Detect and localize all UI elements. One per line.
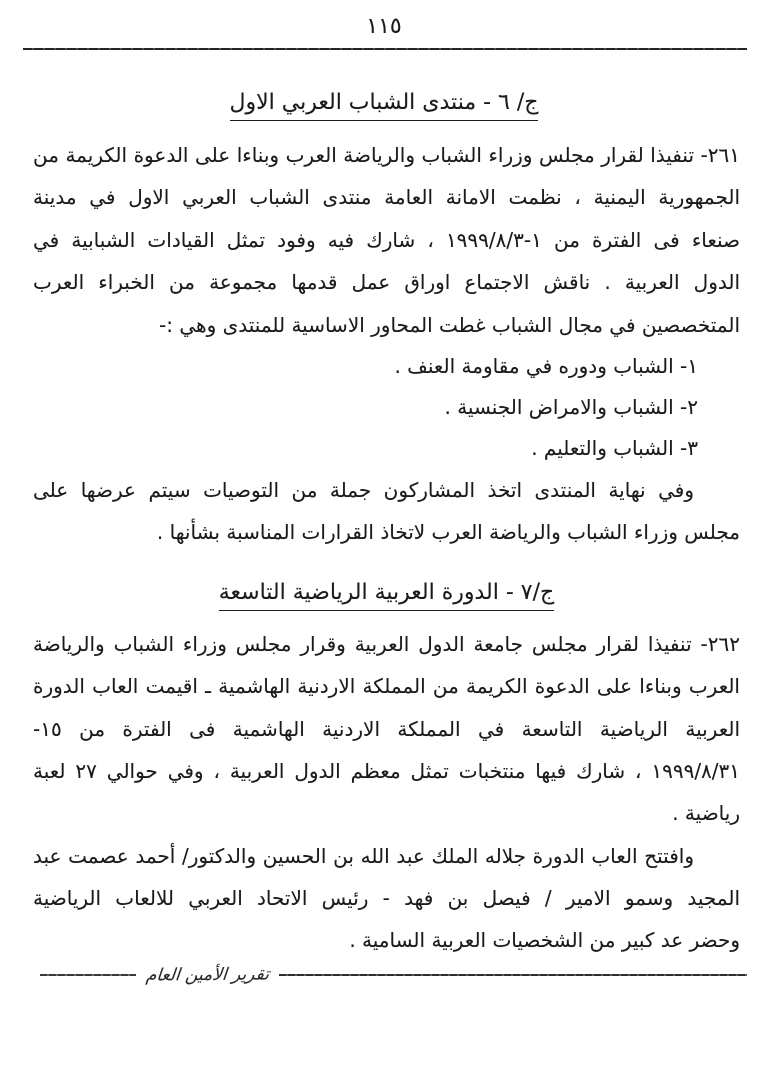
- section-6-heading-text: ج/ ٦ - منتدى الشباب العربي الاول: [230, 90, 539, 121]
- list-item-1: ١- الشباب ودوره في مقاومة العنف .: [394, 353, 698, 378]
- footer-signature-text: تقرير الأمين العام: [144, 964, 271, 986]
- paragraph-262-line-2: العرب وبناءا على الدعوة الكريمة من المملكة الاردنية الهاشمية ـ اقيمت العاب الدورة: [33, 674, 740, 699]
- section-6-heading: [0, 88, 768, 118]
- list-item-3: ٣- الشباب والتعليم .: [531, 435, 698, 460]
- page-footer: [40, 964, 747, 986]
- paragraph-261-line-2: الجمهورية اليمنية ، نظمت الامانة العامة منتدى الشباب العربي الاول في مدينة: [33, 185, 740, 210]
- list-item-2: ٢- الشباب والامراض الجنسية .: [444, 394, 698, 419]
- section-7-heading: [33, 578, 740, 608]
- paragraph-262-opening-line-1: وافتتح العاب الدورة جلاله الملك عبد الله بن الحسين والدكتور/ أحمد عصمت عبد: [33, 843, 694, 868]
- paragraph-262-line-4: ١٩٩٩/٨/٣١ ، شارك فيها منتخبات تمثل معظم الدول العربية ، وفي حوالي ٢٧ لعبة: [33, 758, 740, 783]
- paragraph-262-line-3: العربية الرياضية التاسعة في المملكة الاردنية الهاشمية فى الفترة من ١٥-: [33, 716, 740, 741]
- page-number: ١١٥: [366, 14, 402, 39]
- paragraph-261-closing-line-2: مجلس وزراء الشباب والرياضة العرب لاتخاذ القرارات المناسبة بشأنها .: [156, 520, 740, 545]
- document-body: [0, 134, 768, 962]
- paragraph-261-closing-line-1: وفي نهاية المنتدى اتخذ المشاركون جملة من التوصيات سيتم عرضها على: [33, 477, 694, 502]
- paragraph-262-opening-line-3: وحضر عد كبير من الشخصيات العربية السامية .: [349, 928, 740, 953]
- paragraph-261-line-4: الدول العربية . ناقش الاجتماع اوراق عمل قدمها مجموعة من الخبراء العرب: [33, 270, 740, 295]
- paragraph-262-line-5: رياضية .: [672, 801, 740, 826]
- paragraph-261-line-3: صنعاء فى الفترة من ١-١٩٩٩/٨/٣ ، شارك فيه وفود تمثل القيادات الشبابية في: [33, 227, 740, 252]
- footer-right-rule: [279, 974, 747, 976]
- section-7-heading-text: ج/٧ - الدورة العربية الرياضية التاسعة: [219, 580, 555, 611]
- footer-left-rule: [40, 974, 136, 976]
- paragraph-262-line-1: ٢٦٢- تنفيذا لقرار مجلس جامعة الدول العربية وقرار مجلس وزراء الشباب والرياضة: [33, 631, 740, 656]
- paragraph-261-line-1: ٢٦١- تنفيذا لقرار مجلس وزراء الشباب والرياضة العرب وبناءا على الدعوة الكريمة من: [33, 143, 740, 167]
- paragraph-261-line-5: المتخصصين في مجال الشباب غطت المحاور الاساسية للمنتدى وهي :-: [159, 312, 740, 337]
- paragraph-262-opening-line-2: المجيد وسمو الامير / فيصل بن فهد - رئيس الاتحاد العربي للالعاب الرياضية: [33, 886, 740, 911]
- top-divider-rule: [23, 48, 747, 50]
